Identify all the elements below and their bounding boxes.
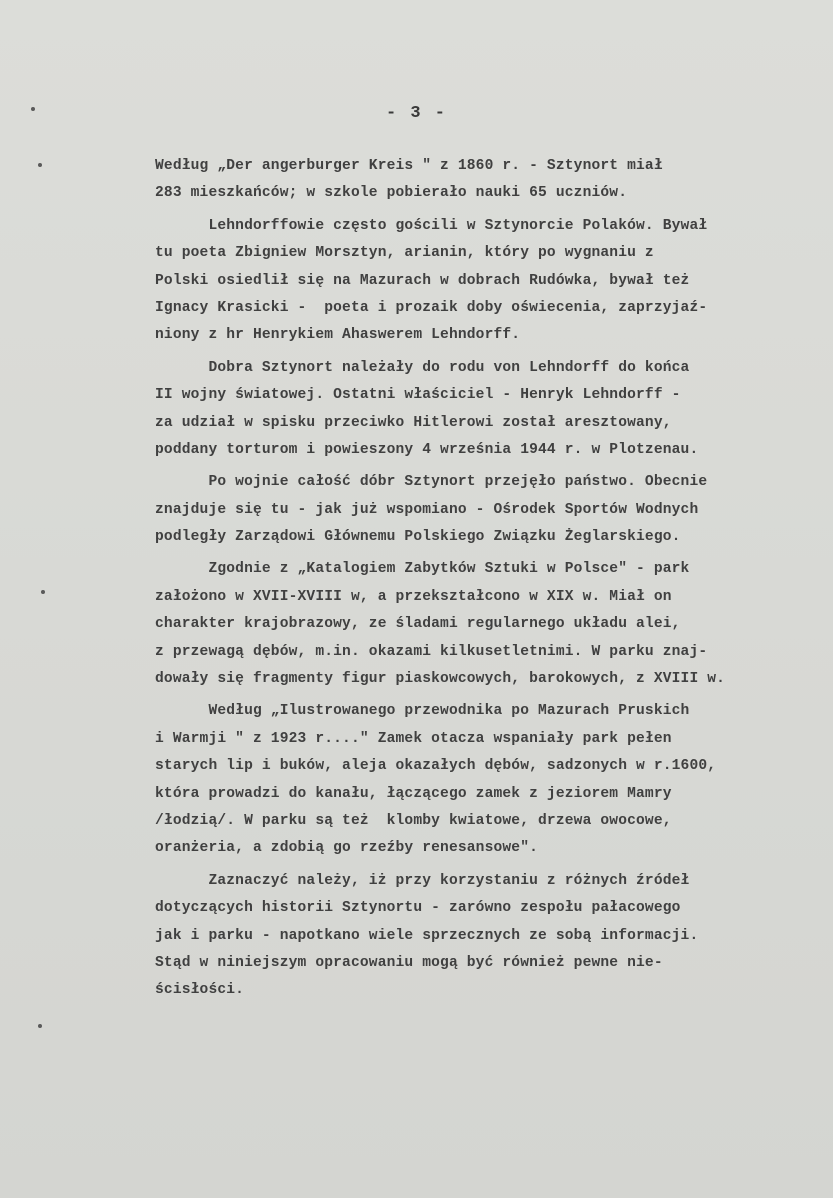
text-line: oranżeria, a zdobią go rzeźby renesansowe". [155, 840, 539, 857]
text-line: Po wojnie całość dóbr Sztynort przejęło państwo. Obecnie [155, 474, 708, 491]
paragraph [155, 153, 815, 208]
margin-speck [41, 590, 45, 594]
text-line: jak i parku - napotkano wiele sprzecznych ze sobą informacji. [155, 927, 699, 944]
text-line: charakter krajobrazowy, ze śladami regularnego układu alei, [155, 616, 681, 633]
text-line: która prowadzi do kanału, łączącego zamek z jeziorem Mamry [155, 785, 672, 802]
text-line: niony z hr Henrykiem Ahaswerem Lehndorff. [155, 327, 521, 344]
text-line: Według „Ilustrowanego przewodnika po Mazurach Pruskich [155, 703, 690, 720]
text-line: ścisłości. [155, 982, 245, 999]
margin-speck [38, 163, 42, 167]
text-line: /łodzią/. W parku są też klomby kwiatowe, drzewa owocowe, [155, 812, 672, 829]
document-body [155, 153, 815, 1005]
paragraph [155, 556, 815, 693]
text-line: i Warmji " z 1923 r...." Zamek otacza wspaniały park pełen [155, 730, 672, 747]
margin-speck [38, 1024, 42, 1028]
text-line: dowały się fragmenty figur piaskowcowych, barokowych, z XVIII w. [155, 671, 726, 688]
text-line: Stąd w niniejszym opracowaniu mogą być również pewne nie- [155, 954, 663, 971]
paragraph [155, 213, 815, 350]
page-number: - 3 - [385, 104, 447, 123]
paragraph [155, 868, 815, 1005]
paragraph [155, 469, 815, 551]
text-line: Ignacy Krasicki - poeta i prozaik doby oświecenia, zaprzyjaź- [155, 299, 708, 316]
text-line: za udział w spisku przeciwko Hitlerowi został aresztowany, [155, 414, 672, 431]
text-line: z przewagą dębów, m.in. okazami kilkusetletnimi. W parku znaj- [155, 643, 708, 660]
text-line: poddany torturom i powieszony 4 września 1944 r. w Plotzenau. [155, 441, 699, 458]
text-line: Polski osiedlił się na Mazurach w dobrach Rudówka, bywał też [155, 272, 690, 289]
text-line: starych lip i buków, aleja okazałych dębów, sadzonych w r.1600, [155, 758, 717, 775]
text-line: Lehndorffowie często gościli w Sztynorcie Polaków. Bywał [155, 217, 708, 234]
text-line: tu poeta Zbigniew Morsztyn, arianin, który po wygnaniu z [155, 245, 654, 262]
text-line: Zaznaczyć należy, iż przy korzystaniu z różnych źródeł [155, 872, 690, 889]
text-line: dotyczących historii Sztynortu - zarówno zespołu pałacowego [155, 900, 681, 917]
text-line: Według „Der angerburger Kreis " z 1860 r. - Sztynort miał [155, 158, 663, 174]
text-line: 283 mieszkańców; w szkole pobierało nauki 65 uczniów. [155, 185, 628, 202]
text-line: II wojny światowej. Ostatni właściciel - Henryk Lehndorff - [155, 387, 681, 404]
text-line: założono w XVII-XVIII w, a przekształcono w XIX w. Miał on [155, 588, 672, 605]
text-line: podległy Zarządowi Głównemu Polskiego Związku Żeglarskiego. [155, 529, 681, 546]
paragraph [155, 698, 815, 862]
paragraph [155, 355, 815, 465]
text-line: Zgodnie z „Katalogiem Zabytków Sztuki w Polsce" - park [155, 561, 690, 578]
text-line: Dobra Sztynort należały do rodu von Lehndorff do końca [155, 359, 690, 376]
text-line: znajduje się tu - jak już wspomiano - Ośrodek Sportów Wodnych [155, 501, 699, 518]
